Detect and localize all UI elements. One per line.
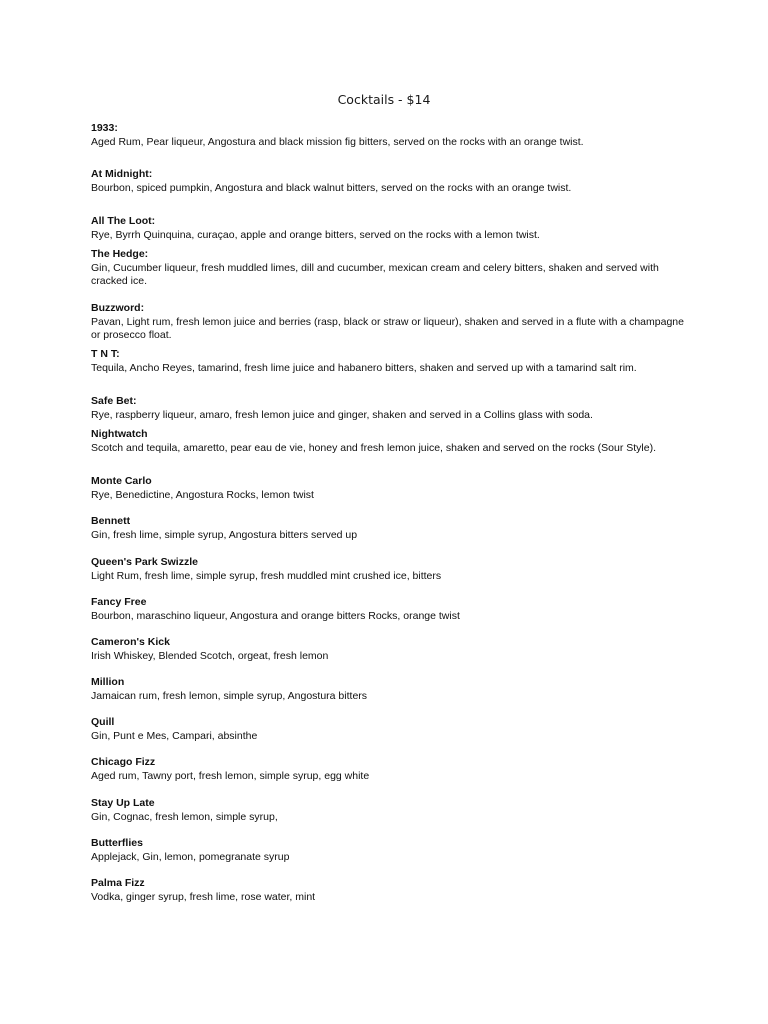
- cocktail-description: Light Rum, fresh lime, simple syrup, fresh muddled mint crushed ice, bitters: [91, 569, 442, 582]
- cocktail-description: Irish Whiskey, Blended Scotch, orgeat, fresh lemon: [91, 649, 329, 662]
- cocktail-description: Aged Rum, Pear liqueur, Angostura and black mission fig bitters, served on the rocks with an orange twist.: [91, 135, 584, 148]
- cocktail-name: Palma Fizz: [91, 877, 145, 889]
- cocktail-description: Vodka, ginger syrup, fresh lime, rose water, mint: [91, 890, 316, 903]
- cocktail-item: [91, 248, 691, 289]
- cocktail-description: Pavan, Light rum, fresh lemon juice and berries (rasp, black or straw or liqueur), shaken and served in a flute with a champagne or prosecco float.: [91, 315, 684, 341]
- cocktail-item: [91, 596, 691, 623]
- cocktail-item: [91, 215, 691, 242]
- cocktail-name: Buzzword:: [91, 302, 145, 314]
- cocktail-item: [91, 556, 691, 583]
- cocktail-description: Jamaican rum, fresh lemon, simple syrup, Angostura bitters: [91, 689, 368, 702]
- cocktail-description: Tequila, Ancho Reyes, tamarind, fresh lime juice and habanero bitters, shaken and served up with a tamarind salt rim.: [91, 361, 637, 374]
- cocktail-name: Safe Bet:: [91, 395, 137, 407]
- cocktail-description: Aged rum, Tawny port, fresh lemon, simple syrup, egg white: [91, 769, 370, 782]
- cocktail-item: [91, 168, 691, 195]
- cocktail-description: Bourbon, maraschino liqueur, Angostura and orange bitters Rocks, orange twist: [91, 609, 460, 622]
- cocktail-description: Gin, Cucumber liqueur, fresh muddled limes, dill and cucumber, mexican cream and celery bitters, shaken and served with cracked ice.: [91, 261, 659, 287]
- cocktail-item: [91, 636, 691, 663]
- cocktail-item: [91, 348, 691, 375]
- cocktail-name: Chicago Fizz: [91, 756, 156, 768]
- cocktail-item: [91, 797, 691, 824]
- cocktail-name: Butterflies: [91, 837, 143, 849]
- cocktail-description: Gin, Punt e Mes, Campari, absinthe: [91, 729, 258, 742]
- cocktail-name: Bennett: [91, 515, 131, 527]
- cocktail-name: Stay Up Late: [91, 797, 155, 809]
- cocktail-description: Gin, Cognac, fresh lemon, simple syrup,: [91, 810, 278, 823]
- cocktail-name: Queen's Park Swizzle: [91, 556, 198, 568]
- cocktail-name: T N T:: [91, 348, 120, 360]
- cocktail-description: Rye, raspberry liqueur, amaro, fresh lemon juice and ginger, shaken and served in a Collins glass with soda.: [91, 408, 593, 421]
- cocktail-description: Rye, Byrrh Quinquina, curaçao, apple and orange bitters, served on the rocks with a lemon twist.: [91, 228, 540, 241]
- cocktail-name: Cameron's Kick: [91, 636, 170, 648]
- cocktail-item: [91, 716, 691, 743]
- cocktail-item: [91, 515, 691, 542]
- cocktail-item: [91, 395, 691, 422]
- cocktail-name: 1933:: [91, 122, 118, 134]
- cocktail-name: The Hedge:: [91, 248, 149, 260]
- cocktail-name: All The Loot:: [91, 215, 156, 227]
- cocktail-item: [91, 122, 691, 149]
- cocktail-description: Scotch and tequila, amaretto, pear eau de vie, honey and fresh lemon juice, shaken and served on the rocks (Sour Style).: [91, 441, 656, 454]
- cocktail-description: Applejack, Gin, lemon, pomegranate syrup: [91, 850, 290, 863]
- cocktail-description: Rye, Benedictine, Angostura Rocks, lemon twist: [91, 488, 314, 501]
- cocktail-item: [91, 837, 691, 864]
- cocktail-name: Monte Carlo: [91, 475, 152, 487]
- cocktail-item: [91, 877, 691, 904]
- cocktail-item: [91, 475, 691, 502]
- cocktail-item: [91, 676, 691, 703]
- cocktail-name: At Midnight:: [91, 168, 153, 180]
- cocktail-name: Quill: [91, 716, 115, 728]
- cocktail-name: Million: [91, 676, 125, 688]
- cocktail-item: [91, 302, 691, 343]
- cocktail-item: [91, 428, 691, 455]
- cocktail-name: Nightwatch: [91, 428, 148, 440]
- cocktail-name: Fancy Free: [91, 596, 147, 608]
- cocktail-description: Gin, fresh lime, simple syrup, Angostura bitters served up: [91, 528, 358, 541]
- page-title: Cocktails - $14: [337, 92, 431, 107]
- cocktail-item: [91, 756, 691, 783]
- cocktail-description: Bourbon, spiced pumpkin, Angostura and black walnut bitters, served on the rocks with an orange twist.: [91, 181, 572, 194]
